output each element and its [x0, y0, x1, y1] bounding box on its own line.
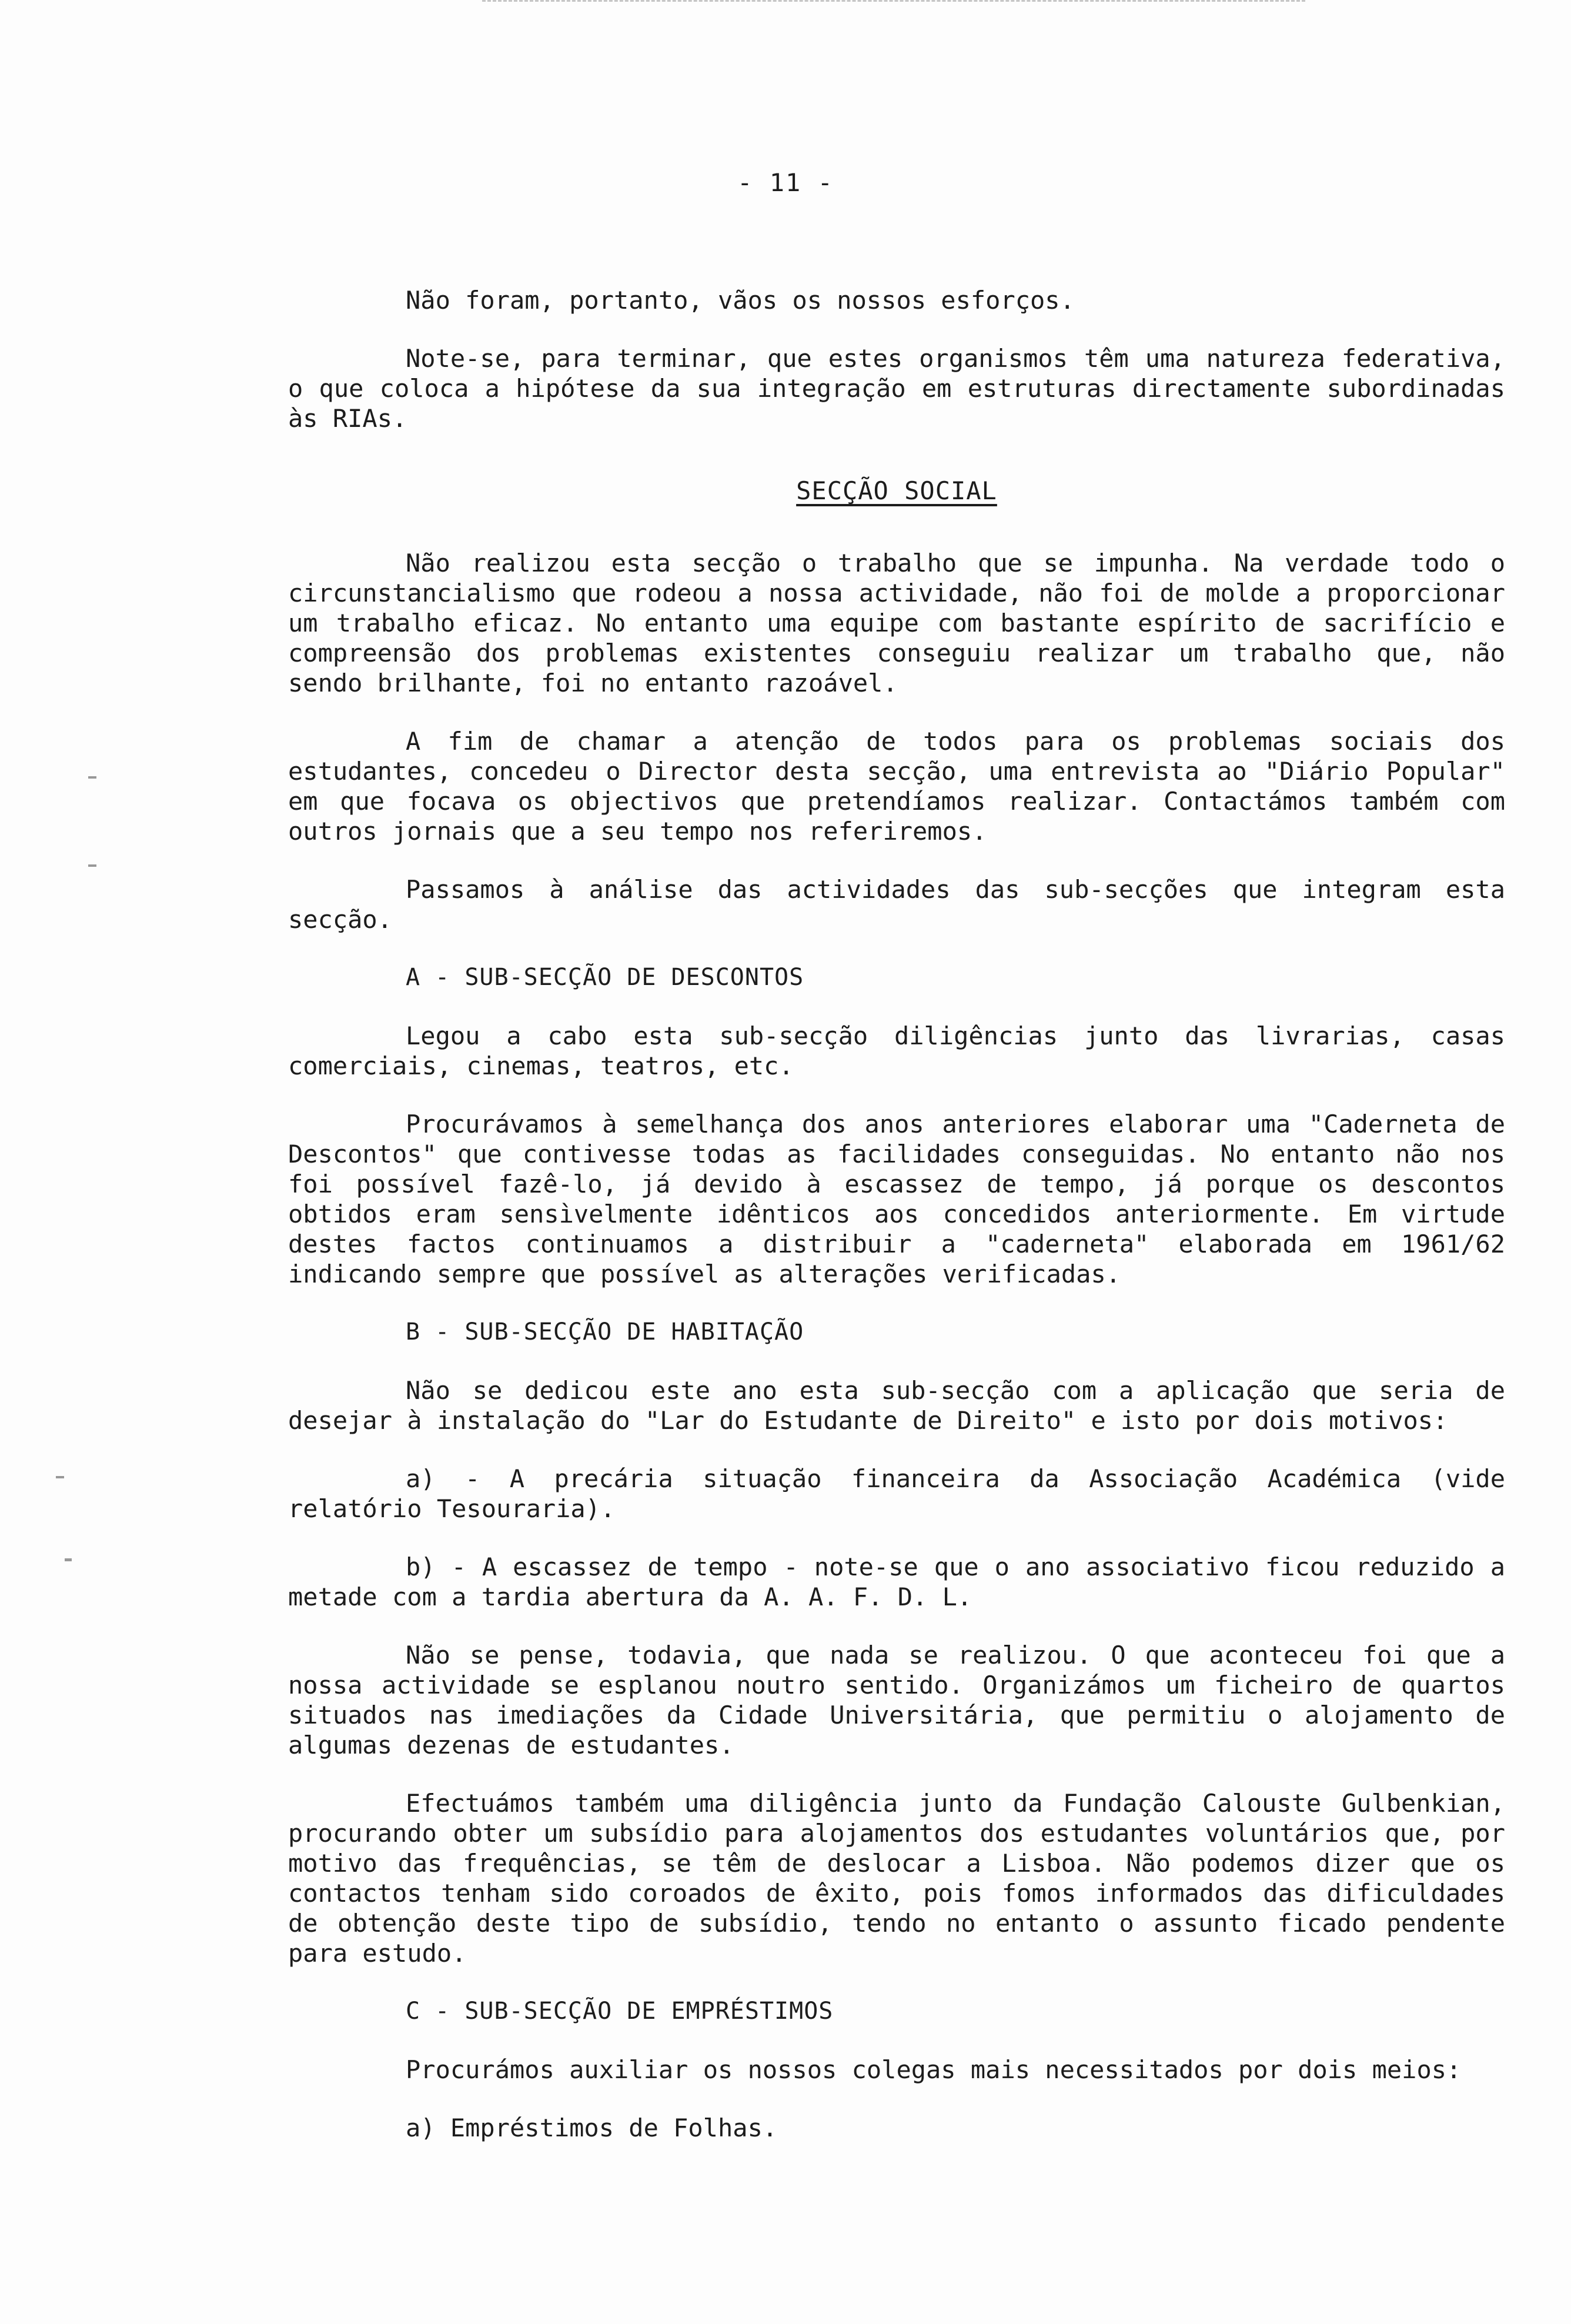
intro-paragraph-2: Note-se, para terminar, que estes organismos têm uma natureza federativa, o que coloca a hipótese da sua integração em estruturas directamente subordinadas às RIAs.: [288, 344, 1505, 433]
margin-mark: [88, 776, 96, 779]
section-paragraph-1: Não realizou esta secção o trabalho que se impunha. Na verdade todo o circunstancialismo que rodeou a nossa actividade, não foi de molde a proporcionar um trabalho eficaz. No entanto uma equipe com bastante espírito de sacrifício e compreensão dos problemas existentes conseguiu realizar um trabalho que, não sendo brilhante, foi no entanto razoável.: [288, 549, 1505, 697]
section-paragraph-2: A fim de chamar a atenção de todos para os problemas sociais dos estudantes, concedeu o Director desta secção, uma entrevista ao "Diário Popular" em que focava os objectivos que pretendíamos realizar. Contactámos também com outros jornais que a seu tempo nos referiremos.: [288, 727, 1505, 846]
subsection-a-title: A - SUB-SECÇÃO DE DESCONTOS: [406, 964, 804, 991]
subsection-b-paragraph-3: Efectuámos também uma diligência junto da Fundação Calouste Gulbenkian, procurando obter um subsídio para alojamentos dos estudantes voluntários que, por motivo das frequências, se têm de deslocar a Lisboa. Não podemos dizer que os contactos tenham sido coroados de êxito, pois fomos informados das dificuldades de obtenção deste tipo de subsídio, tendo no entanto o assunto ficado pendente para estudo.: [288, 1789, 1505, 1968]
scan-top-edge: [482, 0, 1305, 4]
subsection-b-item-a: a) - A precária situação financeira da Associação Académica (vide relatório Tesouraria).: [288, 1464, 1505, 1523]
margin-mark: [65, 1558, 72, 1561]
page-number: - 11 -: [737, 168, 834, 197]
subsection-b-item-b: b) - A escassez de tempo - note-se que o ano associativo ficou reduzido a metade com a tardia abertura da A. A. F. D. L.: [288, 1552, 1505, 1611]
section-title: SECÇÃO SOCIAL: [796, 476, 997, 505]
subsection-b-title: B - SUB-SECÇÃO DE HABITAÇÃO: [406, 1318, 804, 1345]
margin-mark: [56, 1476, 64, 1478]
subsection-b-paragraph-2: Não se pense, todavia, que nada se realizou. O que aconteceu foi que a nossa actividade se esplanou noutro sentido. Organizámos um ficheiro de quartos situados nas imediações da Cidade Universitária, que permitiu o alojamento de algumas dezenas de estudantes.: [288, 1641, 1505, 1759]
subsection-c-paragraph-1: Procurámos auxiliar os nossos colegas mais necessitados por dois meios:: [406, 2055, 1462, 2084]
section-paragraph-3: Passamos à análise das actividades das sub-secções que integram esta secção.: [288, 875, 1505, 934]
subsection-c-title: C - SUB-SECÇÃO DE EMPRÉSTIMOS: [406, 1998, 834, 2025]
subsection-c-item-a: a) Empréstimos de Folhas.: [406, 2113, 778, 2142]
body-text: [288, 285, 1505, 2171]
subsection-a-paragraph-1: Legou a cabo esta sub-secção diligências junto das livrarias, casas comerciais, cinemas, teatros, etc.: [288, 1021, 1505, 1080]
intro-paragraph-1: Não foram, portanto, vãos os nossos esforços.: [406, 286, 1075, 315]
subsection-a-paragraph-2: Procurávamos à semelhança dos anos anteriores elaborar uma "Caderneta de Descontos" que contivesse todas as facilidades conseguidas. No entanto não nos foi possível fazê-lo, já devido à escassez de tempo, já porque os descontos obtidos eram sensìvelmente idênticos aos concedidos anteriormente. Em virtude destes factos continuamos a distribuir a "caderneta" elaborada em 1961/62 indicando sempre que possível as alterações verificadas.: [288, 1110, 1505, 1288]
margin-mark: [88, 864, 96, 867]
subsection-b-paragraph-1: Não se dedicou este ano esta sub-secção com a aplicação que seria de desejar à instalação do "Lar do Estudante de Direito" e isto por dois motivos:: [288, 1376, 1505, 1435]
